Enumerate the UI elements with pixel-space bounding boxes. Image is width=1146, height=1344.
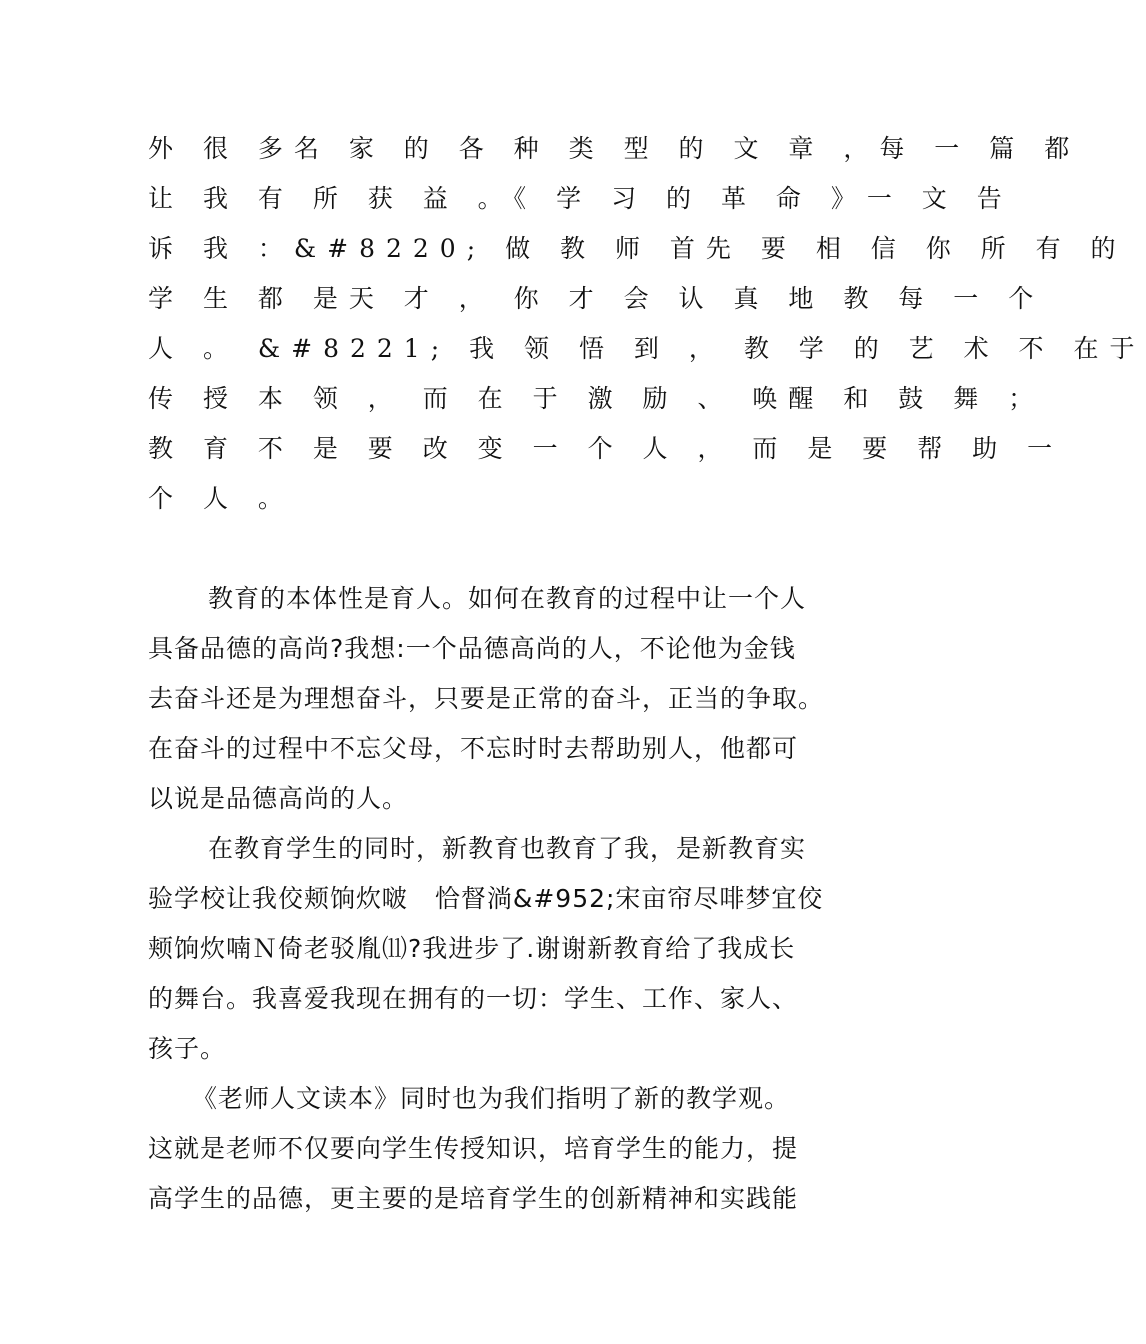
text-line: 传 授 本 领 ， 而 在 于 激 励 、 唤醒 和 鼓 舞 ； bbox=[148, 384, 1045, 413]
paragraph-line: 以说是品德高尚的人。 bbox=[148, 784, 409, 813]
paragraph-line: 这就是老师不仅要向学生传授知识，培育学生的能力，提 bbox=[148, 1134, 799, 1163]
text-line: 外 很 多名 家 的 各 种 类 型 的 文 章 ，每 一 篇 都 bbox=[148, 134, 1081, 163]
text-line: 让 我 有 所 获 益 。《 学 习 的 革 命 》一 文 告 bbox=[148, 184, 1013, 213]
paragraph-line: 验学校让我佼颊饷炊啵 恰督淌&#952;宋亩帘尽啡梦宜佼 bbox=[148, 884, 824, 913]
paragraph-line: 在奋斗的过程中不忘父母，不忘时时去帮助别人，他都可 bbox=[148, 734, 799, 763]
paragraph-line: 孩子。 bbox=[148, 1034, 227, 1063]
paragraph-line: 《老师人文读本》同时也为我们指明了新的教学观。 bbox=[192, 1084, 791, 1113]
paragraph-line: 具备品德的高尚?我想:一个品德高尚的人，不论他为金钱 bbox=[148, 634, 796, 663]
paragraph-line: 高学生的品德，更主要的是培育学生的创新精神和实践能 bbox=[148, 1184, 799, 1213]
text-line: 学 生 都 是天 才 ， 你 才 会 认 真 地 教 每 一 个 bbox=[148, 284, 1045, 313]
paragraph-line: 颊饷炊喃Ｎ倚老驳胤⑾?我进步了.谢谢新教育给了我成长 bbox=[148, 934, 796, 963]
text-line: 诉 我 ：&#8220; 做 教 师 首先 要 相 信 你 所 有 的 bbox=[148, 234, 1127, 263]
paragraph-line: 的舞台。我喜爱我现在拥有的一切：学生、工作、家人、 bbox=[148, 984, 799, 1013]
paragraph-line: 在教育学生的同时，新教育也教育了我，是新教育实 bbox=[208, 834, 807, 863]
text-line: 教 育 不 是 要 改 变 一 个 人 ， 而 是 要 帮 助 一 bbox=[148, 434, 1064, 463]
paragraph-line: 教育的本体性是育人。如何在教育的过程中让一个人 bbox=[208, 584, 807, 613]
paragraph-line: 去奋斗还是为理想奋斗，只要是正常的奋斗，正当的争取。 bbox=[148, 684, 825, 713]
text-line: 个 人 。 bbox=[148, 484, 294, 513]
text-line: 人 。 &#8221; 我 领 悟 到 ， 教 学 的 艺 术 不 在于 bbox=[148, 334, 1146, 363]
